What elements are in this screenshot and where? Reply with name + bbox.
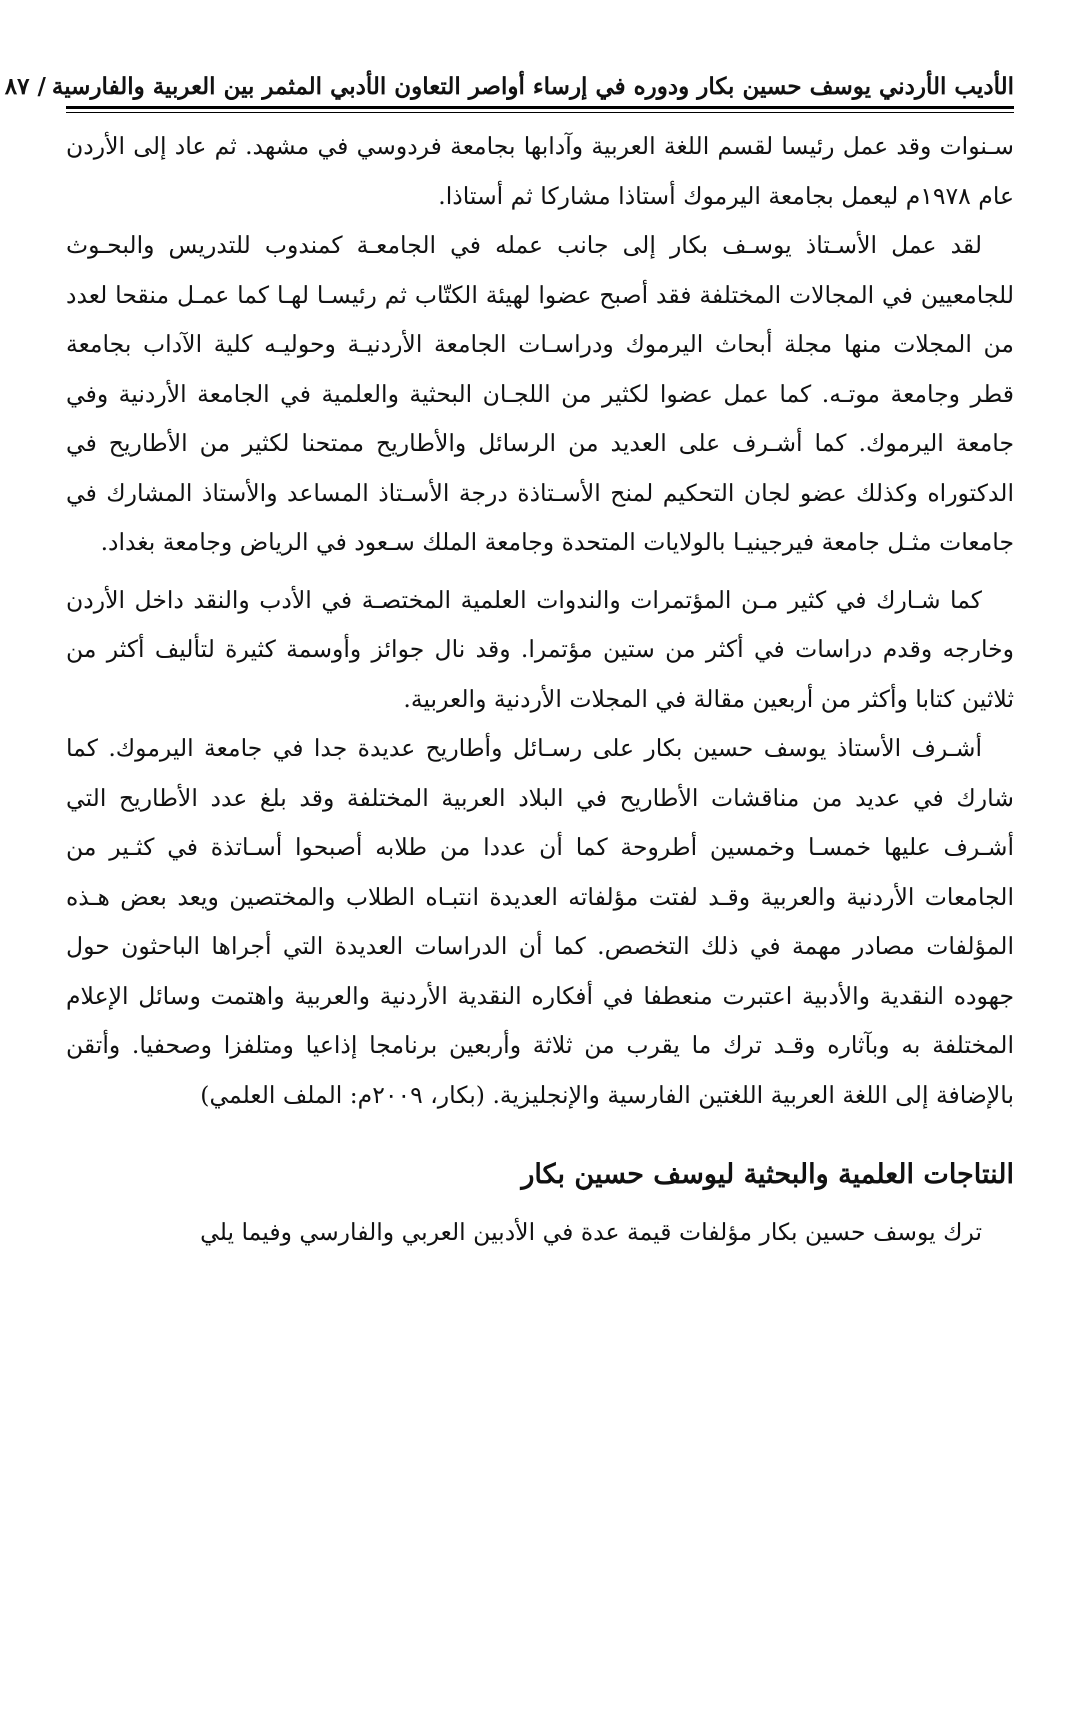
paragraph-career: لقد عمل الأسـتاذ يوسـف بكار إلى جانب عمله في الجامعـة كمندوب للتدريس والبحـوث للجامعيين في المجالات المختلفة فقد أصبح عضوا لهيئة الكتّاب ثم رئيسـا لهـا كما عمـل منقحا لعدد من المجلات منها مجلة أبحاث اليرموك ودراسـات الجامعة الأردنيـة وحوليـه كلية الآداب بجامعة قطر وجامعة موتـه. كما عمل عضوا لكثير من اللجـان البحثية والعلمية في الجامعة الأردنية وفي جامعة اليرموك. كما أشـرف على العديد من الرسائل والأطاريح ممتحنا لكثير من الأطاريح في الدكتوراه وكذلك عضو لجان التحكيم لمنح الأسـتاذة درجة الأسـتاذ المساعد والأستاذ المشارك في جامعات مثـل جامعة فيرجينيـا بالولايات المتحدة وجامعة الملك سـعود في الرياض وجامعة بغداد. [66,231,1014,556]
paragraph-conferences: كما شـارك في كثير مـن المؤتمرات والندوات العلمية المختصـة في الأدب والنقد داخل الأردن وخارجه وقدم دراسات في أكثر من ستين مؤتمرا. وقد نال جوائز وأوسمة كثيرة لتأليف أكثر من ثلاثين كتابا وأكثر من أربعين مقالة في المجلات الأردنية والعربية. [66,585,1014,713]
running-header [4,60,1014,100]
paragraph-continuation: سـنوات وقد عمل رئيسا لقسم اللغة العربية وآدابها بجامعة فردوسي في مشهد. ثم عاد إلى الأردن عام ١٩٧٨م ليعمل بجامعة اليرموك أستاذا مشاركا ثم أستاذا. [66,132,1014,210]
paragraph-works-intro: ترك يوسف حسين بكار مؤلفات قيمة عدة في الأدبين العربي والفارسي وفيما يلي [200,1218,982,1246]
paragraph-supervision: أشـرف الأستاذ يوسف حسين بكار على رسـائل وأطاريح عديدة جدا في جامعة اليرموك. كما شارك في عديد من مناقشات الأطاريح في البلاد العربية المختلفة وقد بلغ عدد الأطاريح التي أشـرف عليها خمسـا وخمسين أطروحة كما أن عددا من طلابه أصبحوا أسـاتذة في كثـير من الجامعات الأردنية والعربية وقـد لفتت مؤلفاته العديدة انتبـاه الطلاب والمختصين ويعد بعض هـذه المؤلفات مصادر مهمة في ذلك التخصص. كما أن الدراسات العديدة التي أجراها الباحثون حول جهوده النقدية والأدبية اعتبرت منعطفا في أفكاره النقدية الأردنية والعربية واهتمت وسائل الإعلام المختلفة به وبآثاره وقـد ترك ما يقرب من ثلاثة وأربعين برنامجا إذاعيا ومتلفزا وصحفيا. وأتقن بالإضافة إلى اللغة العربية اللغتين الفارسية والإنجليزية. (بكار، ٢٠٠٩م: الملف العلمي) [66,734,1014,1109]
header-rule-thick [66,106,1014,109]
running-header-title: الأديب الأردني يوسف حسين بكار ودوره في إرساء أواصر التعاون الأدبي المثمر بين العربية والفارسية [51,73,1014,100]
section-heading: النتاجات العلمية والبحثية ليوسف حسين بكار [521,1159,1014,1190]
header-rule-thin [66,112,1014,113]
page-number: / ٨٧ [4,73,46,100]
body-text [66,122,1014,1258]
